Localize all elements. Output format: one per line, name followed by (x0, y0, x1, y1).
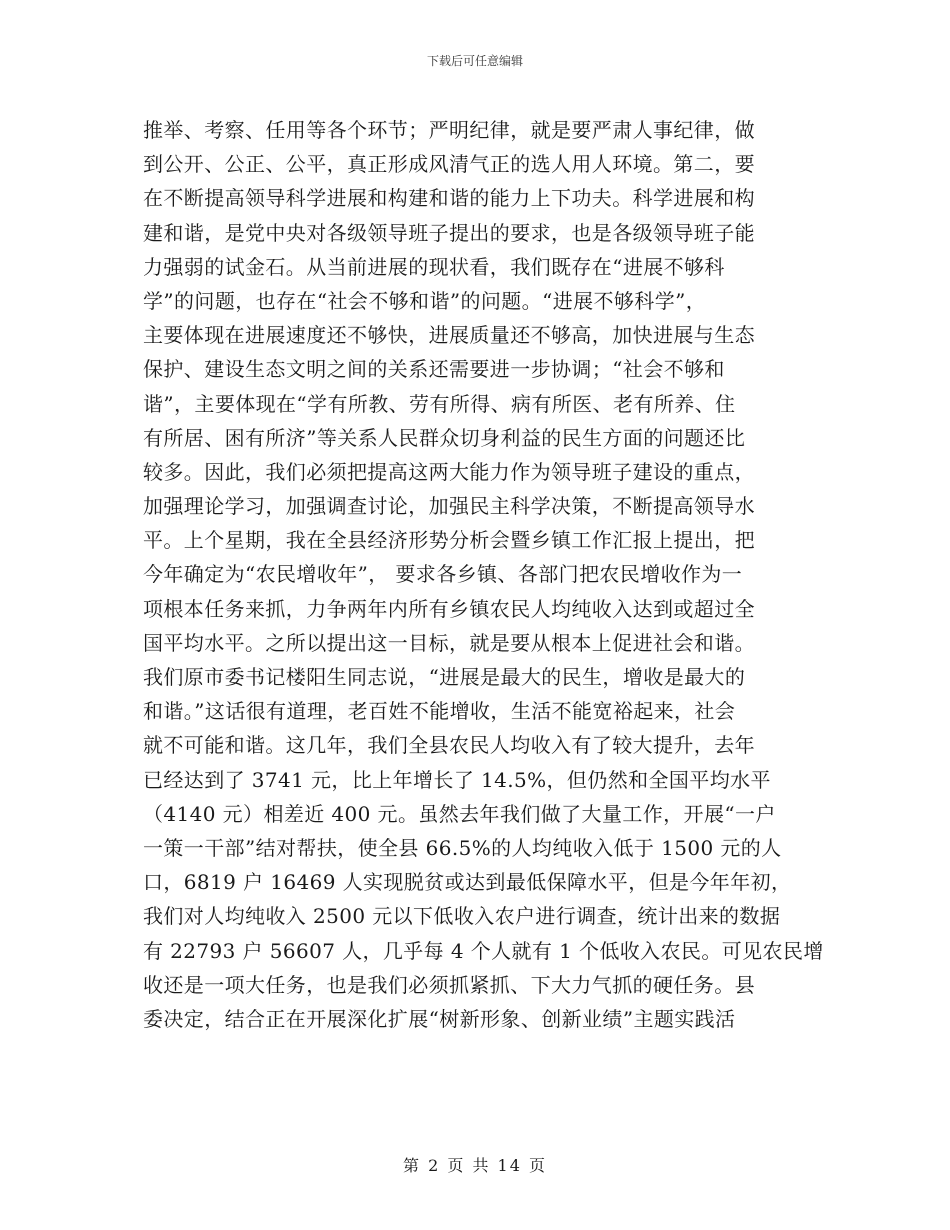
body-line: 推举、考察、任用等各个环节；严明纪律，就是要严肃人事纪律，做 (143, 118, 755, 142)
body-line: 较多。因此，我们必须把提高这两大能力作为领导班子建设的重点， (143, 459, 755, 484)
body-line: 我们原市委书记楼阳生同志说，“进展是最大的民生，增收是最大的 (143, 665, 746, 689)
body-line: 有所居、困有所济”等关系人民群众切身利益的民生方面的问题还比 (143, 425, 746, 450)
body-line: 委决定，结合正在开展深化扩展“树新形象、创新业绩”主题实践活 (143, 1006, 736, 1031)
body-line: 收还是一项大任务，也是我们必须抓紧抓、下大力气抓的硬任务。县 (143, 972, 755, 997)
body-line: 已经达到了 3741 元，比上年增长了 14.5%，但仍然和全国平均水平 (143, 767, 771, 792)
body-line: 到公开、公正、公平，真正形成风清气正的选人用人环境。第二，要 (143, 152, 755, 177)
body-line: 学”的问题，也存在“社会不够和谐”的问题。“进展不够科学”， (143, 288, 707, 313)
body-line: 在不断提高领导科学进展和构建和谐的能力上下功夫。科学进展和构 (143, 186, 755, 211)
body-line: 和谐。”这话很有道理，老百姓不能增收，生活不能宽裕起来，社会 (143, 699, 736, 724)
body-line: 国平均水平。之所以提出这一目标，就是要从根本上促进社会和谐。 (143, 630, 755, 655)
body-line: 平。上个星期，我在全县经济形势分析会暨乡镇工作汇报上提出，把 (143, 528, 755, 553)
body-line: 项根本任务来抓，力争两年内所有乡镇农民人均纯收入达到或超过全 (143, 596, 755, 621)
page-header: 下载后可任意编辑 (426, 54, 523, 68)
page-number: 第 2 页 共 14 页 (403, 1156, 547, 1175)
body-line: 谐”，主要体现在“学有所教、劳有所得、病有所医、老有所养、住 (143, 391, 736, 416)
body-line: （4140 元）相差近 400 元。虽然去年我们做了大量工作，开展“一户 (143, 801, 776, 826)
body-line: 保护、建设生态文明之间的关系还需要进一步协调；“社会不够和 (143, 357, 725, 382)
body-line: 加强理论学习，加强调查讨论，加强民主科学决策，不断提高领导水 (143, 494, 755, 519)
body-line: 力强弱的试金石。从当前进展的现状看，我们既存在“进展不够科 (143, 254, 725, 279)
body-line: 一策一干部”结对帮扶，使全县 66.5%的人均纯收入低于 1500 元的人 (143, 835, 782, 860)
body-line: 我们对人均纯收入 2500 元以下低收入农户进行调查，统计出来的数据 (143, 904, 781, 929)
body-line: 建和谐，是党中央对各级领导班子提出的要求，也是各级领导班子能 (143, 220, 755, 245)
body-line: 有 22793 户 56607 人，几乎每 4 个人就有 1 个低收入农民。可见农民增 (143, 938, 824, 963)
body-line: 口，6819 户 16469 人实现脱贫或达到最低保障水平，但是今年年初， (143, 870, 792, 895)
body-line: 主要体现在进展速度还不够快，进展质量还不够高，加快进展与生态 (143, 323, 755, 348)
body-line: 今年确定为“农民增收年”， 要求各乡镇、各部门把农民增收作为一 (143, 562, 743, 587)
body-text (143, 113, 824, 1036)
body-line: 就不可能和谐。这几年，我们全县农民人均收入有了较大提升，去年 (143, 733, 755, 758)
